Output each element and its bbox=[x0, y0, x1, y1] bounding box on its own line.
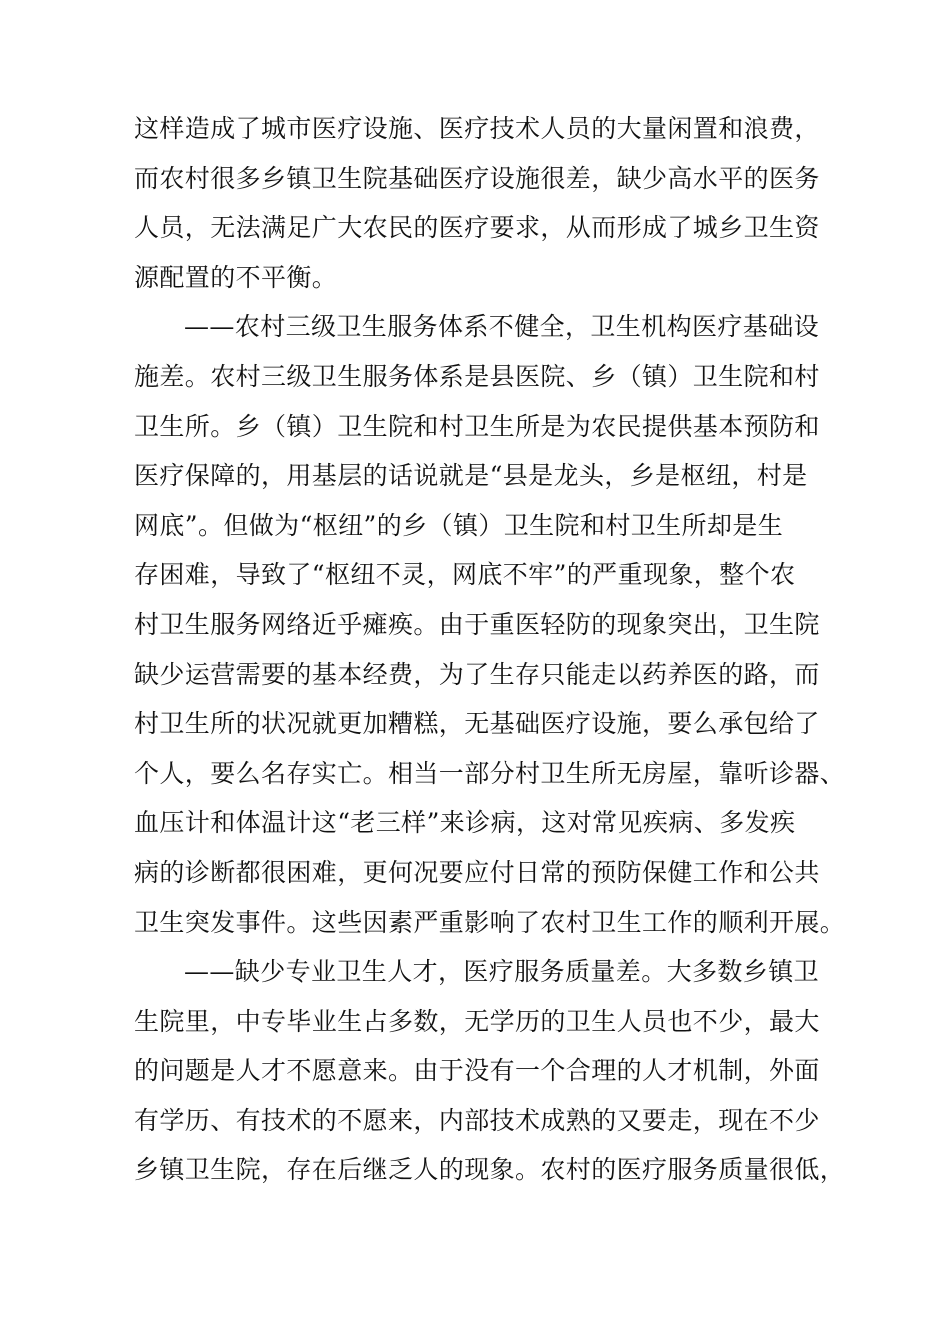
text-line: 血压计和体温计这“老三样”来诊病，这对常见疾病、多发疾 bbox=[134, 808, 796, 838]
text-line: 缺少运营需要的基本经费，为了生存只能走以药养医的路，而 bbox=[134, 659, 820, 689]
text-line: 而农村很多乡镇卫生院基础医疗设施很差，缺少高水平的医务 bbox=[134, 163, 820, 193]
text-line: 乡镇卫生院，存在后继乏人的现象。农村的医疗服务质量很低， bbox=[134, 1155, 846, 1185]
text-line: 施差。农村三级卫生服务体系是县医院、乡（镇）卫生院和村 bbox=[134, 361, 820, 391]
body-text bbox=[134, 104, 846, 1195]
text-line: 医疗保障的，用基层的话说就是“县是龙头，乡是枢纽，村是 bbox=[134, 461, 808, 491]
text-line: 生院里，中专毕业生占多数，无学历的卫生人员也不少，最大 bbox=[134, 1006, 820, 1036]
text-line: 病的诊断都很困难，更何况要应付日常的预防保健工作和公共 bbox=[134, 857, 820, 887]
text-line: 有学历、有技术的不愿来，内部技术成熟的又要走，现在不少 bbox=[134, 1105, 820, 1135]
paragraph-first-line: ——缺少专业卫生人才，医疗服务质量差。大多数乡镇卫 bbox=[184, 957, 820, 987]
text-line: 人员，无法满足广大农民的医疗要求，从而形成了城乡卫生资 bbox=[134, 213, 820, 243]
text-line: 存困难，导致了“枢纽不灵，网底不牢”的严重现象，整个农 bbox=[134, 560, 796, 590]
text-line: 这样造成了城市医疗设施、医疗技术人员的大量闲置和浪费， bbox=[134, 114, 820, 143]
text-line: 卫生突发事件。这些因素严重影响了农村卫生工作的顺利开展。 bbox=[134, 907, 846, 937]
text-line: 村卫生所的状况就更加糟糕，无基础医疗设施，要么承包给了 bbox=[134, 709, 820, 739]
text-line: 个人，要么名存实亡。相当一部分村卫生所无房屋，靠听诊器、 bbox=[134, 758, 846, 788]
text-line: 的问题是人才不愿意来。由于没有一个合理的人才机制，外面 bbox=[134, 1056, 820, 1086]
text-line: 网底”。但做为“枢纽”的乡（镇）卫生院和村卫生所却是生 bbox=[134, 510, 784, 540]
paragraph-first-line: ——农村三级卫生服务体系不健全，卫生机构医疗基础设 bbox=[184, 312, 820, 342]
text-line: 卫生所。乡（镇）卫生院和村卫生所是为农民提供基本预防和 bbox=[134, 411, 820, 441]
text-line: 村卫生服务网络近乎瘫痪。由于重医轻防的现象突出，卫生院 bbox=[134, 609, 820, 639]
text-line: 源配置的不平衡。 bbox=[134, 262, 338, 292]
